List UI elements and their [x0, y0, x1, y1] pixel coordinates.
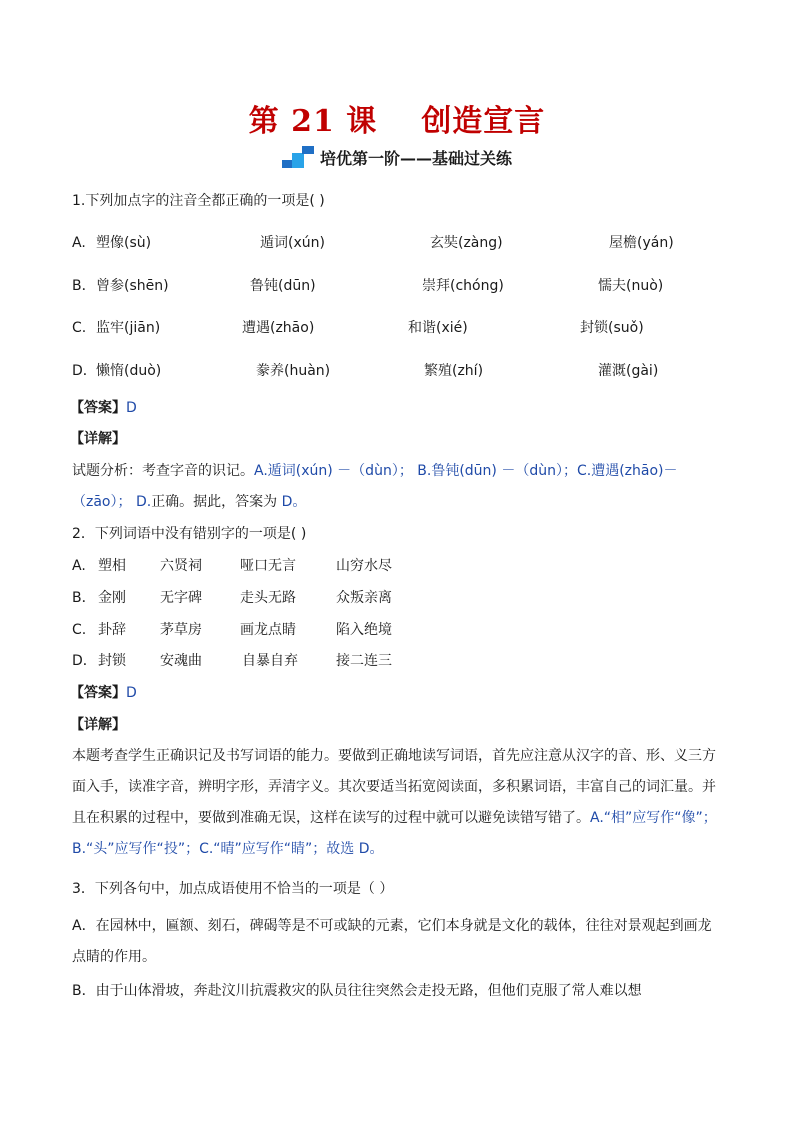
page-title	[0, 96, 794, 140]
q2-answer: 【答案】D	[70, 685, 137, 701]
steps-logo-icon	[282, 146, 316, 168]
q1-detail-line1: 试题分析：考查字音的识记。A.遁词(xún) －（dùn）； B.鲁钝(dūn) －（dùn）；C.遭遇(zhāo)－	[72, 463, 678, 479]
q1-answer: 【答案】D	[70, 400, 137, 416]
section-subtitle	[0, 146, 794, 169]
document-page: 第 21 课 创造宣言 培优第一阶——基础过关练 1.下列加点字的注音全都正确的一项是( ) A. 塑像(sù) 遁词(xún) 玄奘(zàng) 屋檐(yán) B． 曾参(shēn) 鲁钝(dūn) 崇拜(chóng) 懦夫(nuò) C. 监牢(jiān) 遭遇(zhāo) 和谐(xié) 封锁(suǒ) D． 懒惰(duò) 豢养(huàn) 繁殖(zhí) 灌溉(gài) 【答案】D 【详解】 试题分析：考查字音的识记。A.遁词(xún) －（dùn）； B.鲁钝(dūn) －（dùn）；C.遭遇(zhāo)－ （zāo）； D.正确。据此，答案为 D。 2．下列词语中没有错别字的一项是( ) A. 塑相 六贤祠 哑口无言 山穷水尽 B． 金刚 无字碑 走头无路 众叛亲离 C. 卦辞 茅草房 画龙点睛 陷入绝境 D． 封锁 安魂曲 自暴自弃 接二连三 【答案】D 【详解】 本题考查学生正确识记及书写词语的能力。要做到正确地读写词语，首先应注意从汉字的音、形、义三方面入手，读准字音，辨明字形，弄清字义。其次要适当拓宽阅读面，多积累词语，丰富自己的词汇量。并且在积累的过程中，要做到准确无误，这样在读写的过程中就可以避免读错写错了。A.“相”应写作“像”；B.“头”应写作“投”；C.“晴”应写作“睛”；故选 D。 3．下列各句中，加点成语使用不恰当的一项是（ ） A．在园林中，匾额、刻石，碑碣等是不可或缺的元素，它们本身就是文化的载体，往往对景观起到画龙点睛的作用。 B．由于山体滑坡，奔赴汶川抗震救灾的队员往往突然会走投无路，但他们克服了常人难以想	[0, 0, 794, 1123]
q1-question: 1.下列加点字的注音全都正确的一项是( )	[72, 193, 325, 209]
q2-detail-paragraph: 本题考查学生正确识记及书写词语的能力。要做到正确地读写词语，首先应注意从汉字的音、形、义三方面入手，读准字音，辨明字形，弄清字义。其次要适当拓宽阅读面，多积累词语，丰富自己的词汇量。并且在积累的过程中，要做到准确无误，这样在读写的过程中就可以避免读错写错了。A.“相”应写作“像”；B.“头”应写作“投”；C.“晴”应写作“睛”；故选 D。	[72, 748, 717, 857]
subtitle-text: 培优第一阶——基础过关练	[319, 149, 512, 168]
q2-detail-label: 【详解】	[70, 717, 126, 733]
q3-question: 3．下列各句中，加点成语使用不恰当的一项是（ ）	[72, 881, 394, 897]
q2-question: 2．下列词语中没有错别字的一项是( )	[72, 526, 307, 542]
q3-option-b: B．由于山体滑坡，奔赴汶川抗震救灾的队员往往突然会走投无路，但他们克服了常人难以想	[72, 983, 642, 999]
lesson-number: 第 21 课	[248, 104, 378, 139]
q3-option-a: A．在园林中，匾额、刻石，碑碣等是不可或缺的元素，它们本身就是文化的载体，往往对景观起到画龙点睛的作用。	[72, 918, 712, 965]
q1-detail-label: 【详解】	[70, 431, 126, 447]
lesson-title: 创造宣言	[421, 104, 546, 139]
q1-detail-line2: （zāo）； D.正确。据此，答案为 D。	[72, 494, 307, 510]
